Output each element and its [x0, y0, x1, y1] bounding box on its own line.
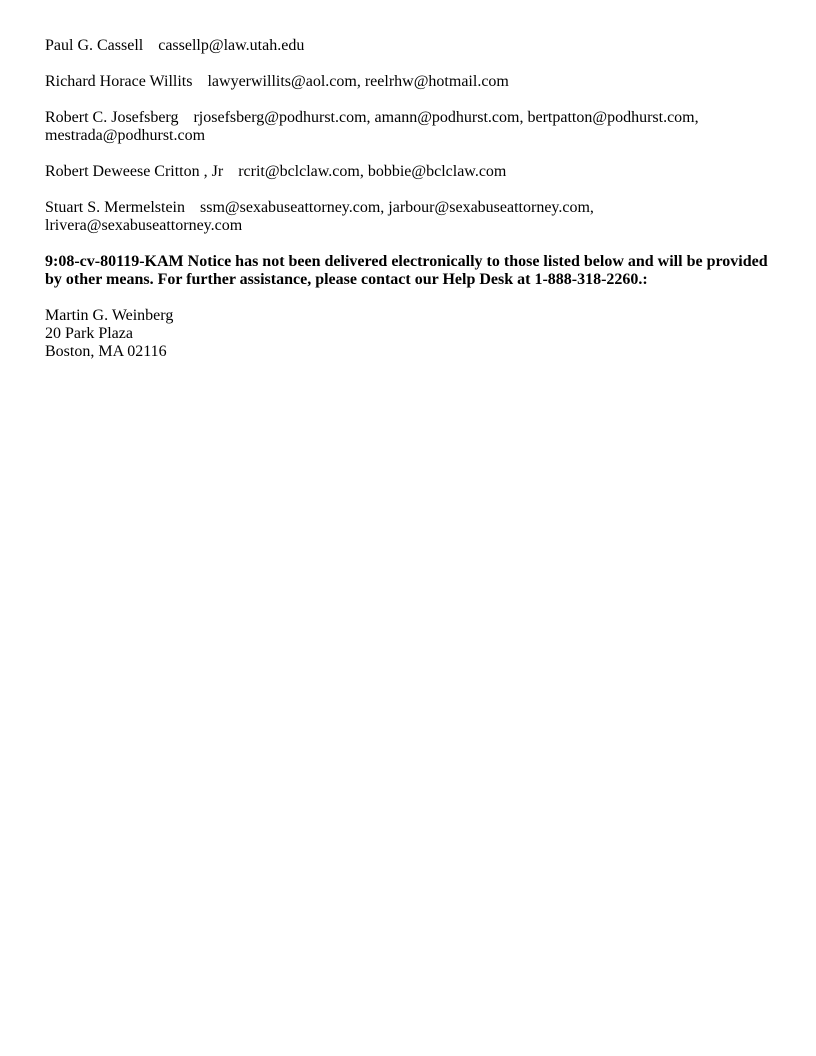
recipient-entry: [45, 199, 785, 235]
recipient-name: Stuart S. Mermelstein: [45, 199, 185, 216]
delivery-notice: 9:08-cv-80119-KAM Notice has not been delivered electronically to those listed below and will be provided by other means. For further assistance, please contact our Help Desk at 1-888-318-2260.:: [45, 253, 768, 288]
recipient-name: Robert C. Josefsberg: [45, 109, 179, 126]
mail-recipient-street: 20 Park Plaza: [45, 325, 133, 342]
recipient-emails: cassellp@law.utah.edu: [158, 37, 305, 54]
recipient-entry: [45, 163, 785, 181]
recipient-emails: rjosefsberg@podhurst.com, amann@podhurst.com, bertpatton@podhurst.com, mestrada@podhurst.com: [45, 109, 699, 144]
recipient-name: Richard Horace Willits: [45, 73, 193, 90]
recipient-entry: [45, 37, 785, 55]
recipient-emails: lawyerwillits@aol.com, reelrhw@hotmail.com: [207, 73, 509, 90]
recipient-name: Robert Deweese Critton , Jr: [45, 163, 224, 180]
recipient-emails: ssm@sexabuseattorney.com, jarbour@sexabuseattorney.com, lrivera@sexabuseattorney.com: [45, 199, 594, 234]
mail-recipient-name: Martin G. Weinberg: [45, 307, 174, 324]
recipient-emails: rcrit@bclclaw.com, bobbie@bclclaw.com: [238, 163, 507, 180]
recipient-entry: [45, 109, 785, 145]
mail-recipient-city: Boston, MA 02116: [45, 343, 167, 360]
recipient-entry: [45, 73, 785, 91]
mail-recipient-address: [45, 307, 785, 361]
document-page: [45, 37, 785, 361]
recipient-name: Paul G. Cassell: [45, 37, 144, 54]
